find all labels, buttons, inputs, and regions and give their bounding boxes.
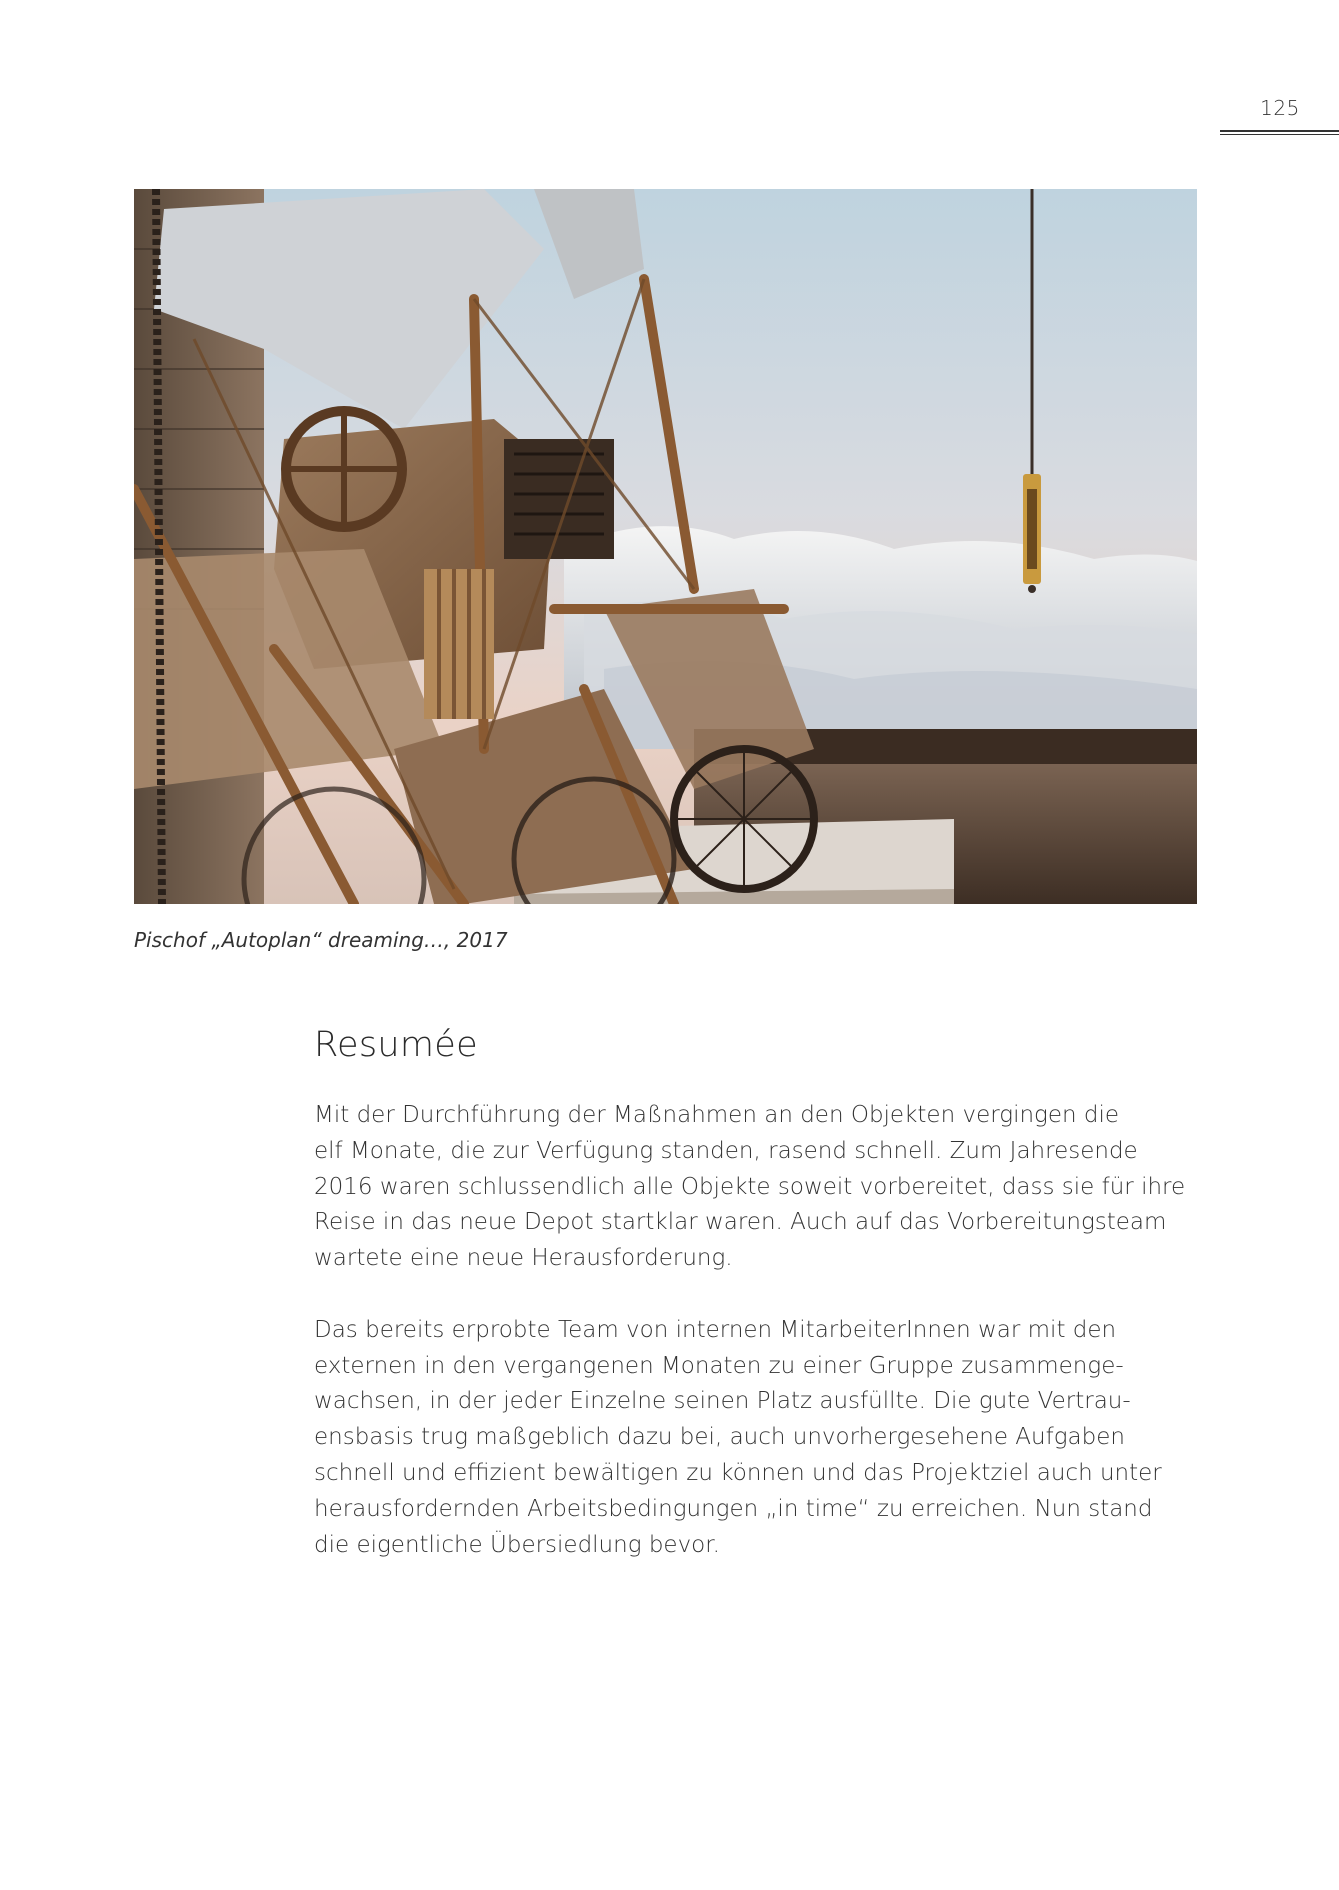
- body-line: ensbasis trug maßgeblich dazu bei, auch unvorhergesehene Aufgaben: [314, 1424, 1125, 1451]
- body-line: 2016 waren schlussendlich alle Objekte soweit vorbereitet, dass sie für ihre: [314, 1173, 1186, 1200]
- body-line: Mit der Durchführung der Maßnahmen an den Objekten vergingen die: [314, 1102, 1120, 1128]
- body-line: wartete eine neue Herausforderung.: [314, 1245, 733, 1272]
- body-line: herausfordernden Arbeitsbedingungen „in time“ zu erreichen. Nun stand: [314, 1495, 1153, 1522]
- body-line: Reise in das neue Depot startklar waren. Auch auf das Vorbereitungsteam: [314, 1209, 1167, 1236]
- photo-illustration: [134, 189, 1197, 904]
- page-number-rule: [1220, 130, 1339, 132]
- engine-block: [504, 439, 614, 559]
- photo-autoplan-dreaming: [134, 189, 1197, 904]
- page-number-rule-thin: [1220, 134, 1339, 135]
- photo-caption: Pischof „Autoplan“ dreaming…, 2017: [134, 928, 508, 952]
- section-body: [314, 1098, 1204, 1563]
- page-number: 125: [1260, 96, 1300, 120]
- body-line: elf Monate, die zur Verfügung standen, rasend schnell. Zum Jahresende: [314, 1137, 1138, 1164]
- paragraph-gap: [314, 1277, 1204, 1313]
- body-line: schnell und effizient bewältigen zu können und das Projektziel auch unter: [314, 1459, 1162, 1486]
- body-line: die eigentliche Übersiedlung bevor.: [314, 1531, 720, 1558]
- body-line: Das bereits erprobte Team von internen MitarbeiterInnen war mit den: [314, 1316, 1117, 1343]
- section-heading: Resumée: [314, 1025, 478, 1065]
- body-line: externen in den vergangenen Monaten zu einer Gruppe zusammenge-: [314, 1352, 1124, 1379]
- body-line: wachsen, in der jeder Einzelne seinen Platz ausfüllte. Die gute Vertrau-: [314, 1388, 1131, 1415]
